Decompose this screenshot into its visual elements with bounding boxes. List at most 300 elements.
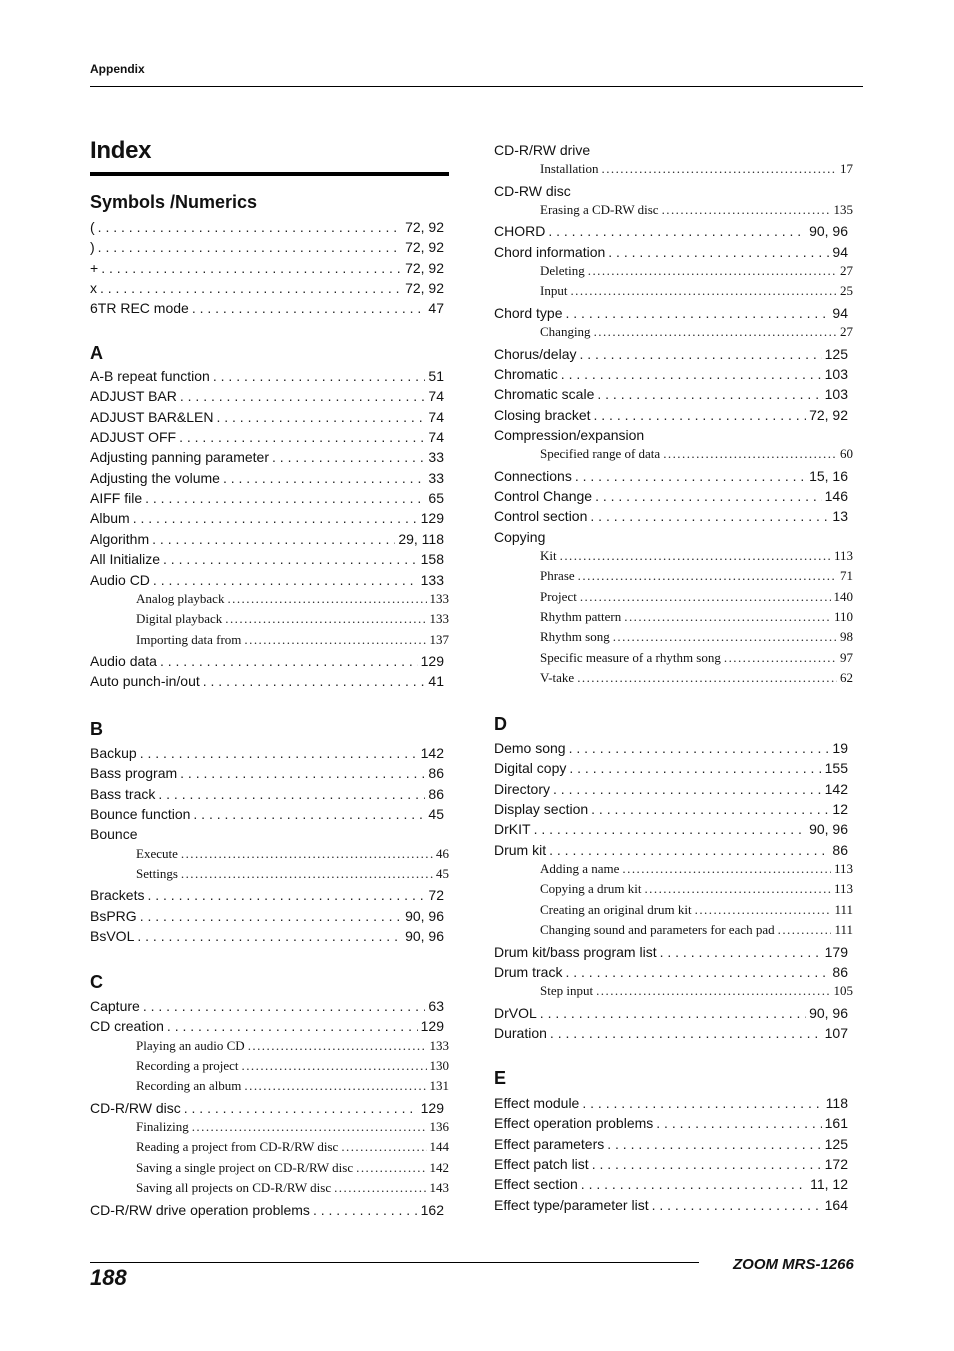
entry-page: 164	[824, 1196, 848, 1213]
entry-term: Adjusting the volume	[90, 469, 220, 486]
leader-dots	[313, 1201, 418, 1219]
entry-page: 13	[832, 508, 848, 525]
entry-term: Kit	[540, 548, 557, 563]
entry-page: 110	[833, 609, 853, 625]
leader-dots	[580, 589, 831, 605]
leader-dots	[184, 1099, 418, 1117]
entry-term: Installation	[540, 161, 599, 177]
entry-page: 103	[824, 365, 848, 382]
entry-page: 131	[429, 1078, 449, 1094]
index-entry	[90, 785, 444, 803]
entry-page: 129	[420, 652, 444, 669]
index-entry	[494, 487, 848, 505]
index-entry	[494, 1094, 848, 1112]
entry-term: BsPRG	[90, 907, 137, 924]
leader-dots	[607, 1135, 821, 1153]
entry-page: 133	[420, 571, 444, 588]
entry-page: 90, 96	[809, 223, 848, 240]
section-heading: Symbols /Numerics	[90, 192, 258, 212]
leader-dots	[181, 866, 433, 882]
entry-page: 179	[824, 943, 848, 960]
entry-term: Rhythm song	[540, 629, 610, 645]
index-entry	[494, 243, 848, 261]
leader-dots	[334, 1180, 426, 1196]
index-subentry	[540, 881, 853, 897]
leader-dots	[133, 509, 418, 527]
index-entry	[90, 672, 444, 690]
entry-page: 45	[428, 806, 444, 823]
entry-page: 125	[824, 1135, 848, 1152]
leader-dots	[565, 304, 829, 322]
index-subentry	[540, 629, 853, 645]
entry-term: Bass track	[90, 785, 156, 802]
leader-dots	[548, 222, 806, 240]
entry-term: ADJUST BAR	[90, 388, 177, 405]
index-entry	[494, 1196, 848, 1214]
leader-dots	[592, 1155, 822, 1173]
leader-dots	[248, 1038, 427, 1054]
entry-page: 71	[840, 568, 853, 584]
leader-dots	[272, 448, 425, 466]
leader-dots	[160, 652, 418, 670]
index-subentry	[136, 611, 449, 627]
index-entry	[90, 408, 444, 426]
entry-term: Adjusting panning parameter	[90, 449, 270, 466]
entry-term: Closing bracket	[494, 406, 591, 423]
index-subentry	[540, 609, 853, 625]
leader-dots	[570, 283, 837, 299]
entry-term: Playing an audio CD	[136, 1037, 245, 1053]
leader-dots	[145, 489, 425, 507]
leader-dots	[143, 997, 426, 1015]
leader-dots	[181, 846, 433, 862]
section-heading: D	[494, 714, 507, 734]
entry-page: 72, 92	[405, 239, 444, 256]
index-subentry	[136, 1038, 449, 1054]
index-subentry	[540, 922, 853, 938]
index-entry	[90, 764, 444, 782]
leader-dots	[569, 739, 830, 757]
entry-term: AIFF file	[90, 490, 143, 507]
entry-page: 172	[824, 1156, 848, 1173]
entry-term: Audio CD	[90, 571, 150, 588]
entry-term: CHORD	[494, 223, 546, 240]
page-title: Index	[90, 137, 152, 164]
entry-page: 74	[428, 429, 444, 446]
index-subentry	[136, 866, 449, 882]
leader-dots	[553, 780, 822, 798]
index-entry	[90, 571, 444, 589]
entry-page: 90, 96	[405, 928, 444, 945]
leader-dots	[656, 1114, 821, 1132]
leader-dots	[158, 785, 425, 803]
entry-page: 74	[428, 408, 444, 425]
entry-term: Creating an original drum kit	[540, 901, 692, 917]
entry-term: Effect module	[494, 1095, 580, 1111]
entry-page: 98	[840, 629, 853, 645]
index-entry	[90, 469, 444, 487]
leader-dots	[663, 446, 837, 462]
entry-term: Saving all projects on CD-R/RW disc	[136, 1180, 332, 1196]
entry-page: 155	[824, 760, 848, 777]
running-head: Appendix	[90, 62, 145, 76]
entry-page: 142	[420, 745, 444, 761]
entry-page: 130	[429, 1058, 449, 1074]
entry-term: A-B repeat function	[90, 368, 210, 384]
index-subentry	[136, 1139, 449, 1155]
entry-term: Audio data	[90, 652, 157, 669]
entry-page: 33	[428, 449, 444, 466]
entry-page: 25	[840, 283, 853, 299]
entry-term: Reading a project from CD-R/RW disc	[136, 1139, 339, 1155]
leader-dots	[596, 983, 830, 999]
page-number: 188	[90, 1265, 127, 1290]
leader-dots	[356, 1160, 426, 1176]
entry-page: 133	[429, 1037, 449, 1053]
entry-term: x	[90, 280, 97, 297]
entry-term: Effect parameters	[494, 1135, 605, 1152]
entry-page: 111	[834, 922, 853, 938]
leader-dots	[577, 670, 837, 686]
index-entry	[90, 509, 444, 527]
leader-dots	[98, 238, 402, 256]
leader-dots	[147, 886, 425, 904]
leader-dots	[167, 1017, 418, 1035]
entry-term: Finalizing	[136, 1119, 189, 1135]
index-subentry	[136, 1180, 449, 1196]
entry-page: 97	[840, 649, 853, 665]
leader-dots	[622, 861, 831, 877]
entry-term: Changing	[540, 324, 591, 340]
leader-dots	[581, 1175, 807, 1193]
index-entry	[494, 1024, 848, 1042]
entry-term: DrVOL	[494, 1004, 537, 1021]
index-entry	[494, 759, 848, 777]
leader-dots	[578, 568, 837, 584]
entry-page: 113	[833, 881, 853, 897]
entry-page: 146	[824, 487, 848, 504]
entry-page: 60	[840, 446, 853, 462]
leader-dots	[180, 387, 426, 405]
entry-page: 133	[429, 590, 449, 606]
entry-term: Step input	[540, 983, 594, 999]
leader-dots	[608, 243, 829, 261]
entry-term: Chord type	[494, 304, 563, 321]
leader-dots	[602, 161, 838, 177]
entry-page: 125	[824, 345, 848, 362]
entry-term: Rhythm pattern	[540, 609, 622, 625]
entry-term: Deleting	[540, 263, 585, 279]
index-entry	[494, 467, 848, 485]
entry-page: 107	[824, 1024, 848, 1041]
index-entry	[90, 259, 444, 277]
entry-page: 142	[429, 1159, 449, 1175]
entry-page: 118	[825, 1095, 848, 1111]
leader-dots	[140, 744, 418, 762]
entry-page: 144	[429, 1139, 449, 1155]
entry-term: Digital copy	[494, 760, 567, 777]
leader-dots	[100, 279, 402, 297]
index-entry	[90, 927, 444, 945]
entry-page: 135	[833, 202, 853, 218]
entry-term: CD creation	[90, 1018, 164, 1035]
index-subentry	[136, 1160, 449, 1176]
entry-page: 113	[833, 548, 853, 563]
leader-dots	[101, 259, 402, 277]
entry-term: Analog playback	[136, 590, 225, 606]
entry-term: Settings	[136, 866, 178, 882]
entry-term: Effect operation problems	[494, 1115, 654, 1132]
index-entry	[90, 367, 444, 385]
entry-page: 72, 92	[809, 406, 848, 423]
entry-page: 19	[832, 740, 848, 756]
leader-dots	[192, 299, 426, 317]
entry-term: Connections	[494, 467, 572, 484]
entry-term: BsVOL	[90, 928, 135, 945]
entry-term: CD-R/RW drive operation problems	[90, 1201, 310, 1218]
index-entry	[90, 448, 444, 466]
index-subentry	[540, 902, 853, 918]
entry-page: 29, 118	[398, 530, 444, 547]
index-entry	[90, 489, 444, 507]
leader-dots	[140, 907, 402, 925]
entry-page: 65	[428, 490, 444, 507]
entry-page: 133	[429, 611, 449, 627]
leader-dots	[223, 469, 425, 487]
entry-term: Execute	[136, 845, 178, 861]
entry-term: Importing data from	[136, 631, 242, 647]
entry-page: 86	[832, 841, 848, 858]
entry-term: Capture	[90, 998, 140, 1014]
index-entry	[90, 299, 444, 317]
entry-term: Effect type/parameter list	[494, 1196, 649, 1213]
entry-term: Brackets	[90, 887, 145, 904]
entry-term: Recording a project	[136, 1058, 239, 1074]
index-subentry	[540, 861, 853, 877]
entry-page: 137	[429, 631, 449, 647]
leader-dots	[569, 759, 821, 777]
entry-page: 140	[833, 588, 853, 604]
entry-page: 45	[436, 866, 449, 882]
entry-page: 105	[833, 983, 853, 999]
leader-dots	[137, 927, 402, 945]
index-entry	[494, 780, 848, 798]
entry-page: 33	[428, 469, 444, 486]
entry-page: 90, 96	[809, 821, 848, 838]
index-entry	[90, 1099, 444, 1117]
entry-term: Recording an album	[136, 1078, 242, 1094]
entry-term: Drum kit/bass program list	[494, 943, 657, 960]
index-entry	[494, 1114, 848, 1132]
entry-page: 15, 16	[809, 467, 848, 484]
leader-dots	[163, 550, 418, 568]
index-subentry	[540, 161, 853, 177]
entry-page: 72, 92	[405, 280, 444, 297]
index-entry	[90, 907, 444, 925]
leader-dots	[180, 764, 425, 782]
index-entry	[494, 426, 848, 444]
leader-dots	[594, 324, 837, 340]
index-entry	[494, 406, 848, 424]
entry-term: Duration	[494, 1024, 547, 1041]
entry-page: 47	[428, 300, 444, 317]
entry-term: All Initialize	[90, 551, 161, 568]
index-entry	[494, 963, 848, 981]
entry-term: Digital playback	[136, 611, 223, 627]
index-entry	[494, 800, 848, 818]
entry-term: Adding a name	[540, 861, 620, 877]
entry-term: CD-R/RW drive	[494, 142, 591, 158]
index-entry	[494, 841, 848, 859]
leader-dots	[98, 218, 402, 236]
leader-dots	[192, 1119, 427, 1135]
leader-dots	[662, 202, 831, 218]
entry-term: Demo song	[494, 740, 566, 756]
entry-term: Auto punch-in/out	[90, 673, 200, 690]
entry-page: 63	[428, 998, 444, 1014]
leader-dots	[179, 428, 425, 446]
entry-term: Specified range of data	[540, 446, 661, 462]
entry-term: Bounce function	[90, 806, 191, 823]
index-subentry	[136, 1078, 449, 1094]
index-entry	[494, 943, 848, 961]
index-entry	[494, 141, 848, 159]
entry-term: Control Change	[494, 487, 593, 504]
leader-dots	[244, 1078, 426, 1094]
index-entry	[90, 530, 444, 548]
leader-dots	[778, 922, 832, 938]
entry-term: Drum kit	[494, 841, 547, 858]
leader-dots	[580, 345, 822, 363]
entry-term: Saving a single project on CD-R/RW disc	[136, 1159, 354, 1175]
section-heading: A	[90, 343, 103, 363]
leader-dots	[594, 406, 807, 424]
entry-term: Project	[540, 588, 577, 604]
entry-term: Copying a drum kit	[540, 881, 642, 897]
entry-term: Erasing a CD-RW disc	[540, 202, 659, 218]
entry-term: Control section	[494, 508, 588, 525]
index-subentry	[136, 591, 449, 607]
leader-dots	[695, 902, 832, 918]
leader-dots	[660, 943, 822, 961]
index-subentry	[540, 263, 853, 279]
entry-term: Directory	[494, 780, 551, 797]
index-subentry	[540, 568, 853, 584]
entry-term: Specific measure of a rhythm song	[540, 649, 721, 665]
entry-page: 27	[840, 324, 853, 340]
entry-term: Bounce	[90, 826, 138, 843]
leader-dots	[652, 1196, 822, 1214]
leader-dots	[565, 963, 829, 981]
entry-term: Album	[90, 510, 130, 527]
entry-page: 11, 12	[810, 1176, 848, 1193]
entry-term: CD-RW disc	[494, 182, 571, 199]
entry-term: Copying	[494, 528, 546, 545]
entry-term: ADJUST OFF	[90, 429, 177, 446]
index-subentry	[540, 446, 853, 462]
index-entry	[90, 387, 444, 405]
entry-term: V-take	[540, 670, 575, 686]
index-subentry	[540, 324, 853, 340]
entry-page: 136	[429, 1119, 449, 1135]
index-subentry	[136, 632, 449, 648]
entry-page: 41	[428, 673, 444, 690]
index-subentry	[540, 202, 853, 218]
leader-dots	[644, 881, 831, 897]
entry-page: 94	[832, 304, 848, 321]
leader-dots	[540, 1004, 806, 1022]
leader-dots	[560, 548, 831, 564]
index-entry	[90, 1201, 444, 1219]
entry-term: (	[90, 219, 95, 235]
leader-dots	[203, 672, 426, 690]
leader-dots	[591, 800, 829, 818]
entry-page: 161	[824, 1115, 848, 1132]
index-subentry	[540, 670, 853, 686]
index-entry	[494, 507, 848, 525]
entry-page: 12	[832, 801, 848, 818]
index-entry	[90, 652, 444, 670]
entry-page: 27	[840, 263, 853, 279]
entry-page: 90, 96	[809, 1004, 848, 1021]
entry-page: 143	[429, 1180, 449, 1196]
leader-dots	[550, 1024, 822, 1042]
leader-dots	[534, 820, 807, 838]
entry-term: +	[90, 259, 99, 276]
entry-term: )	[90, 239, 95, 256]
leader-dots	[242, 1058, 427, 1074]
leader-dots	[227, 591, 426, 607]
index-entry	[494, 1004, 848, 1022]
entry-page: 62	[840, 670, 853, 686]
leader-dots	[193, 805, 425, 823]
entry-page: 17	[840, 161, 853, 177]
index-subentry	[540, 983, 853, 999]
index-entry	[90, 805, 444, 823]
leader-dots	[561, 365, 822, 383]
index-entry	[90, 218, 444, 236]
index-entry	[90, 744, 444, 762]
entry-page: 72	[428, 887, 444, 904]
entry-page: 90, 96	[405, 907, 444, 924]
index-entry	[494, 739, 848, 757]
index-subentry	[540, 283, 853, 299]
leader-dots	[244, 632, 426, 648]
leader-dots	[575, 467, 806, 485]
entry-term: Phrase	[540, 568, 575, 584]
index-entry	[90, 238, 444, 256]
entry-term: Input	[540, 283, 568, 299]
index-subentry	[540, 650, 853, 666]
entry-page: 162	[420, 1201, 444, 1218]
index-entry	[494, 1135, 848, 1153]
index-subentry	[136, 1119, 449, 1135]
section-heading: C	[90, 972, 103, 992]
index-subentry	[540, 548, 853, 564]
entry-page: 129	[420, 510, 444, 527]
leader-dots	[588, 263, 837, 279]
index-entry	[90, 886, 444, 904]
leader-dots	[590, 507, 829, 525]
entry-page: 142	[824, 780, 848, 797]
index-entry	[90, 428, 444, 446]
entry-term: Compression/expansion	[494, 426, 645, 443]
section-heading: E	[494, 1068, 507, 1088]
entry-page: 158	[420, 551, 444, 568]
entry-page: 129	[420, 1099, 444, 1116]
leader-dots	[152, 530, 395, 548]
entry-page: 86	[832, 963, 848, 980]
